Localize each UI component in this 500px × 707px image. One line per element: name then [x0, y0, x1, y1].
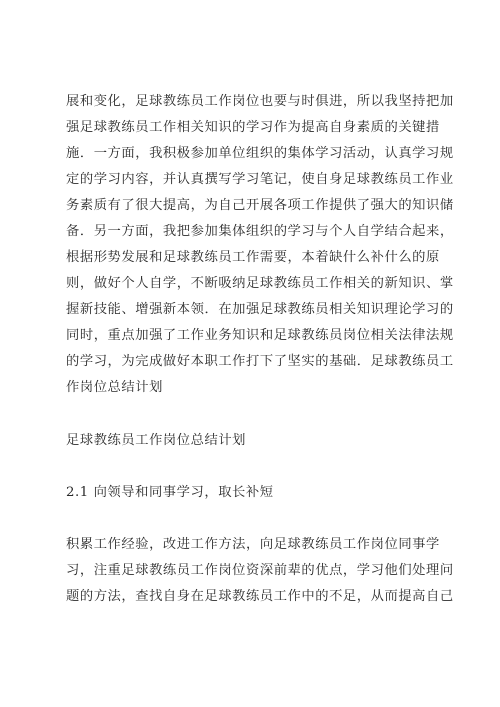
paragraph-line: 的学习，为完成做好本职工作打下了坚实的基础．足球教练员工 — [66, 354, 454, 369]
paragraph-line: 积累工作经验，改进工作方法，向足球教练员工作岗位同事学 — [66, 537, 440, 552]
document-title: 足球教练员工作岗位总结计划 — [66, 433, 247, 448]
paragraph-line: 根据形势发展和足球教练员工作需要，本着缺什么补什么的原 — [66, 250, 440, 265]
paragraph-line: 题的方法，查找自身在足球教练员工作中的不足，从而提高自己 — [66, 589, 454, 604]
section-heading: 2.1 向领导和同事学习，取长补短 — [66, 485, 274, 500]
paragraph-line: 强足球教练员工作相关知识的学习作为提高自身素质的关键措 — [66, 120, 440, 135]
paragraph-line: 定的学习内容，并认真撰写学习笔记，使自身足球教练员工作业 — [66, 172, 454, 187]
paragraph-line: 展和变化，足球教练员工作岗位也要与时俱进，所以我坚持把加 — [66, 94, 454, 109]
paragraph-line: 则，做好个人自学，不断吸纳足球教练员工作相关的新知识、掌 — [66, 276, 454, 291]
paragraph-line: 备．另一方面，我把参加集体组织的学习与个人自学结合起来， — [66, 224, 454, 239]
paragraph-line: 同时，重点加强了工作业务知识和足球教练员岗位相关法律法规 — [66, 328, 454, 343]
paragraph-line: 习，注重足球教练员工作岗位资深前辈的优点，学习他们处理问 — [66, 563, 454, 578]
paragraph-line: 作岗位总结计划 — [66, 380, 163, 395]
paragraph-line: 握新技能、增强新本领．在加强足球教练员相关知识理论学习的 — [66, 302, 454, 317]
paragraph-line: 施．一方面，我积极参加单位组织的集体学习活动，认真学习规 — [66, 146, 454, 161]
paragraph-line: 务素质有了很大提高，为自己开展各项工作提供了强大的知识储 — [66, 198, 454, 213]
